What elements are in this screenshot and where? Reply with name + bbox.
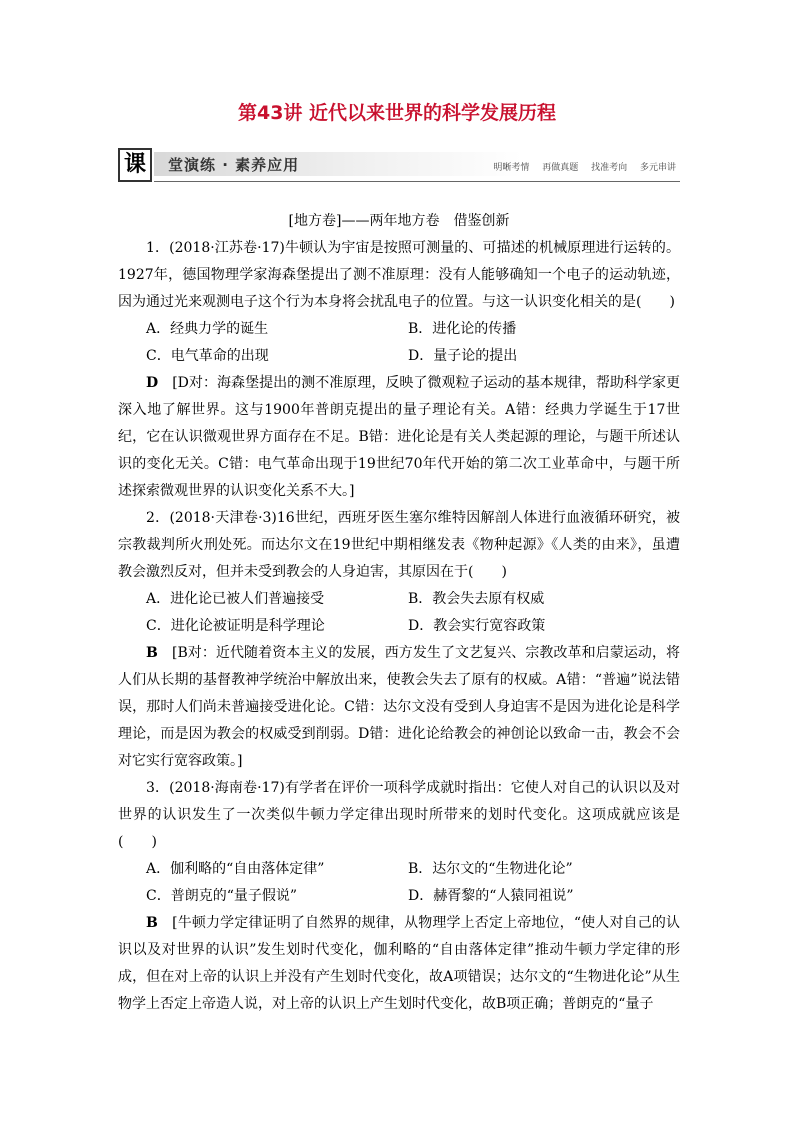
option: D．教会实行宽容政策 (408, 618, 546, 634)
answer-letter: D (146, 375, 159, 391)
banner-tags (483, 160, 676, 173)
page-title: 第43讲 近代以来世界的科学发展历程 (237, 102, 557, 124)
question-1-answer (118, 370, 680, 505)
answer-explanation: [B对：近代随着资本主义的发展，西方发生了文艺复兴、宗教改革和启蒙运动，将人们从长期的基督教神学统治中解放出来，使教会失去了原有的权威。A错：“普遍”说法错误，那时人们尚未普遍接受进化论。C错：达尔文没有受到人身迫害不是因为进化论是科学理论，而是因为教会的权威受到削弱。D错：进化论给教会的神创论以致命一击，教会不会对它实行宽容政策。] (118, 645, 681, 769)
question-3-options (118, 856, 680, 910)
question-2-stem: 2．(2018·天津卷·3)16世纪，西班牙医生塞尔维特因解剖人体进行血液循环研究，被宗教裁判所火刑处死。而达尔文在19世纪中期相继发表《物种起源》《人类的由来》，虽遭教会激烈反对，但并未受到教会的人身迫害，其原因在于( ) (118, 510, 680, 580)
banner-tag: 明晰考情 (493, 163, 530, 173)
answer-letter: B (146, 915, 158, 931)
option: C．进化论被证明是科学理论 (146, 618, 325, 634)
question-1-stem: 1．(2018·江苏卷·17)牛顿认为宇宙是按照可测量的、可描述的机械原理进行运转的。1927年，德国物理学家海森堡提出了测不准原理：没有人能够确知一个电子的运动轨迹，因为通过光来观测电子这个行为本身将会扰乱电子的位置。与这一认识变化相关的是( ) (118, 240, 680, 310)
question-2-answer (118, 640, 680, 775)
banner-label: 堂演练 · 素养应用 (168, 156, 300, 174)
option: A．经典力学的诞生 (146, 321, 269, 337)
section-banner (118, 148, 680, 184)
question-2-options (118, 586, 680, 640)
banner-tag: 多元串讲 (639, 163, 676, 173)
banner-tag: 再做真题 (542, 163, 579, 173)
option: C．普朗克的“量子假说” (146, 888, 298, 904)
option: D．赫胥黎的“人猿同祖说” (408, 888, 574, 904)
option: B．达尔文的“生物进化论” (408, 861, 573, 877)
option: D．量子论的提出 (408, 348, 518, 364)
option: B．进化论的传播 (408, 321, 517, 337)
answer-explanation: [牛顿力学定律证明了自然界的规律，从物理学上否定上帝地位，“使人对自己的认识以及对世界的认识”发生划时代变化，伽利略的“自由落体定律”推动牛顿力学定律的形成，但在对上帝的认识上并没有产生划时代变化，故A项错误；达尔文的“生物进化论”从生物学上否定上帝造人说，对上帝的认识上产生划时代变化，故B项正确；普朗克的“量子 (118, 915, 680, 1012)
banner-tag: 找准考向 (591, 163, 628, 173)
option: C．电气革命的出现 (146, 348, 269, 364)
question-3-stem: 3．(2018·海南卷·17)有学者在评价一项科学成就时指出：它使人对自己的认识以及对世界的认识发生了一次类似牛顿力学定律出现时所带来的划时代变化。这项成就应该是( ) (118, 780, 680, 850)
option: B．教会失去原有权威 (408, 591, 545, 607)
banner-box-char: 课 (118, 148, 152, 182)
section-heading: [地方卷]——两年地方卷 借鉴创新 (288, 213, 510, 229)
banner-underline (154, 181, 680, 182)
question-content (118, 208, 680, 1018)
option: A．进化论已被人们普遍接受 (146, 591, 325, 607)
answer-explanation: [D对：海森堡提出的测不准原理，反映了微观粒子运动的基本规律，帮助科学家更深入地了解世界。这与1900年普朗克提出的量子理论有关。A错：经典力学诞生于17世纪，它在认识微观世界方面存在不足。B错：进化论是有关人类起源的理论，与题干所述认识的变化无关。C错：电气革命出现于19世纪70年代开始的第二次工业革命中，与题干所述探索微观世界的认识变化关系不大。] (118, 375, 681, 499)
option: A．伽利略的“自由落体定律” (146, 861, 325, 877)
question-3-answer (118, 910, 680, 1018)
answer-letter: B (146, 645, 158, 661)
question-1-options (118, 316, 680, 370)
